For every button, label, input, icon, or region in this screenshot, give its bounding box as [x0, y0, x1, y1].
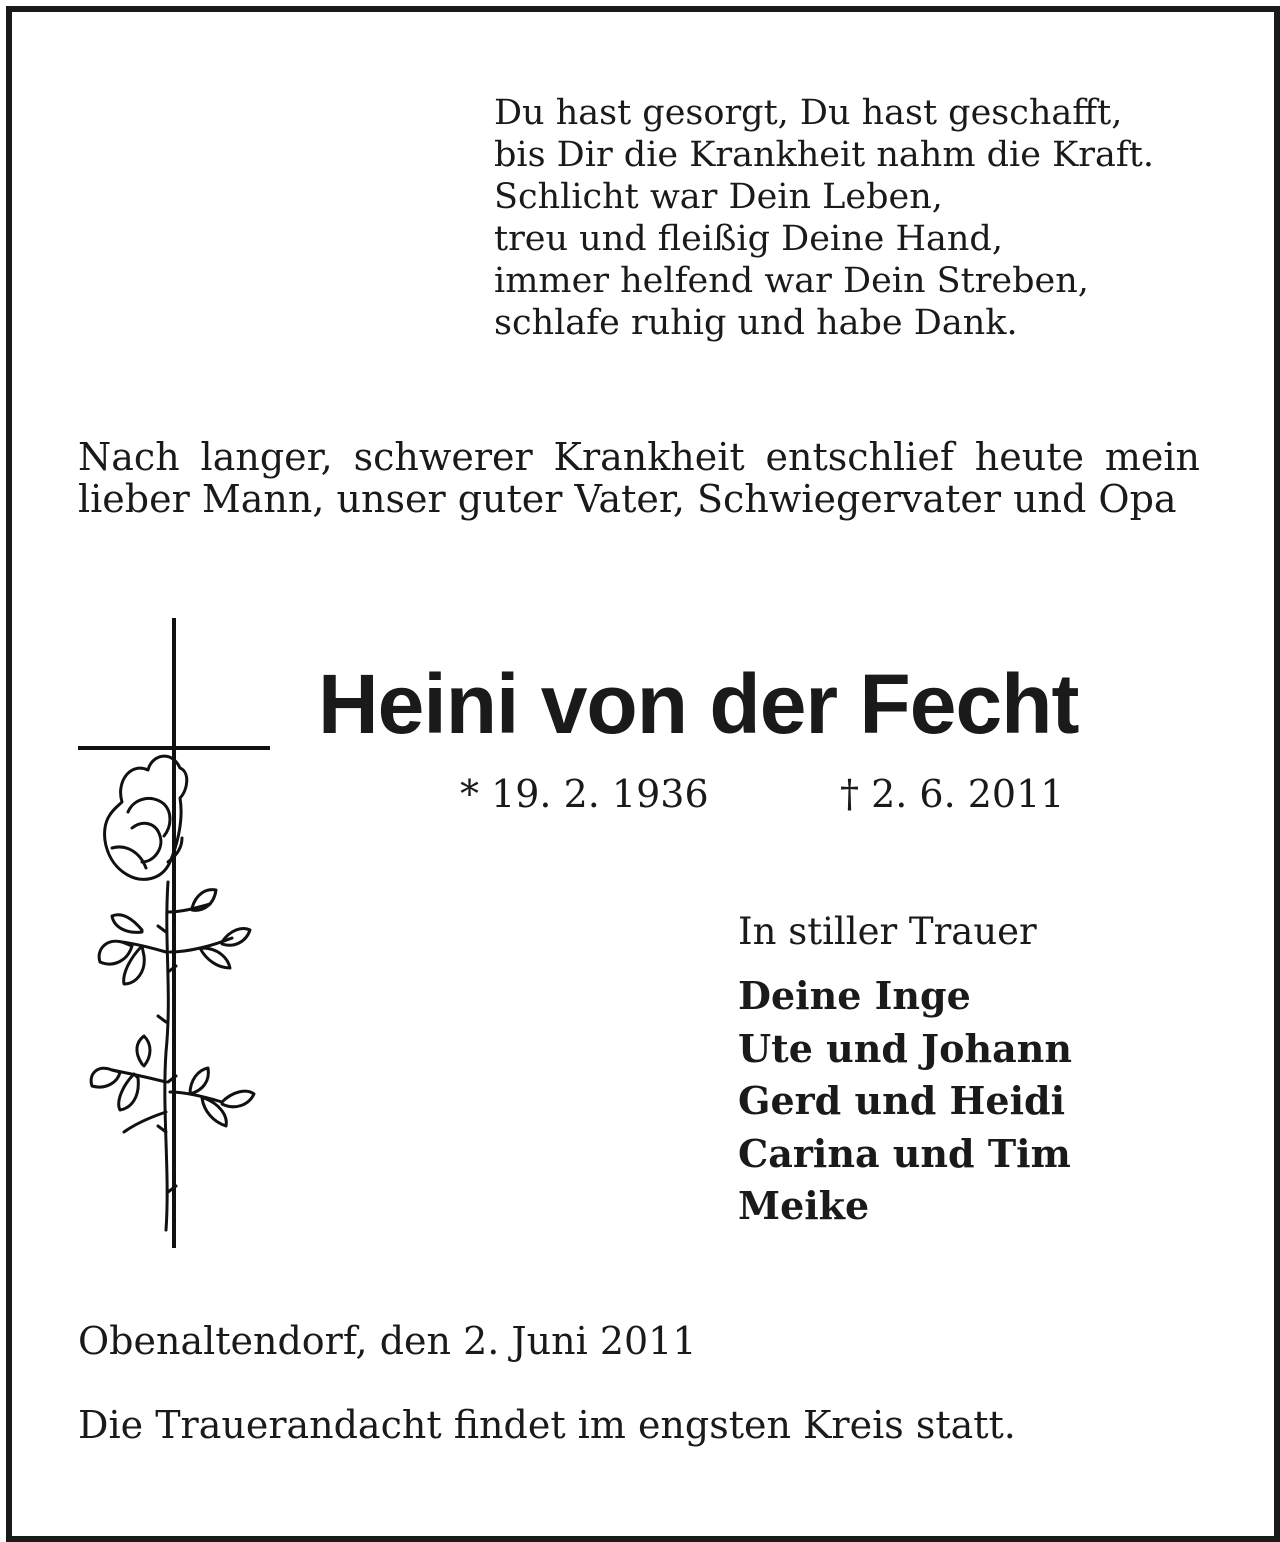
poem-line: treu und fleißig Deine Hand, [494, 219, 1003, 259]
deceased-name: Heini von der Fecht [318, 657, 1079, 751]
cross-icon [80, 620, 268, 1246]
announcement-text: Nach langer, schwerer Krankheit entschlief heute mein lieber Mann, unser guter Vater, Schwiegervater und Opa [78, 435, 1200, 521]
death-date: † 2. 6. 2011 [840, 772, 1065, 816]
poem [494, 92, 1194, 344]
mourner-name: Ute und Johann [738, 1025, 1072, 1071]
mourners-list [738, 970, 1072, 1233]
mourner-name: Meike [738, 1183, 870, 1228]
grief-intro: In stiller Trauer [738, 910, 1037, 953]
mourner-name: Deine Inge [738, 973, 971, 1018]
cross-with-rose-graphic [72, 612, 272, 1252]
mourner-name: Carina und Tim [738, 1130, 1071, 1176]
poem-line: bis Dir die Krankheit nahm die Kraft. [494, 135, 1154, 175]
birth-date: * 19. 2. 1936 [460, 772, 709, 816]
poem-line: schlafe ruhig und habe Dank. [494, 303, 1018, 343]
mourner-name: Gerd und Heidi [738, 1078, 1066, 1123]
poem-line: immer helfend war Dein Streben, [494, 261, 1089, 301]
poem-line: Du hast gesorgt, Du hast geschafft, [494, 93, 1123, 133]
place-and-date: Obenaltendorf, den 2. Juni 2011 [78, 1319, 697, 1363]
service-note: Die Trauerandacht findet im engsten Kreis statt. [78, 1403, 1016, 1447]
poem-line: Schlicht war Dein Leben, [494, 177, 943, 217]
